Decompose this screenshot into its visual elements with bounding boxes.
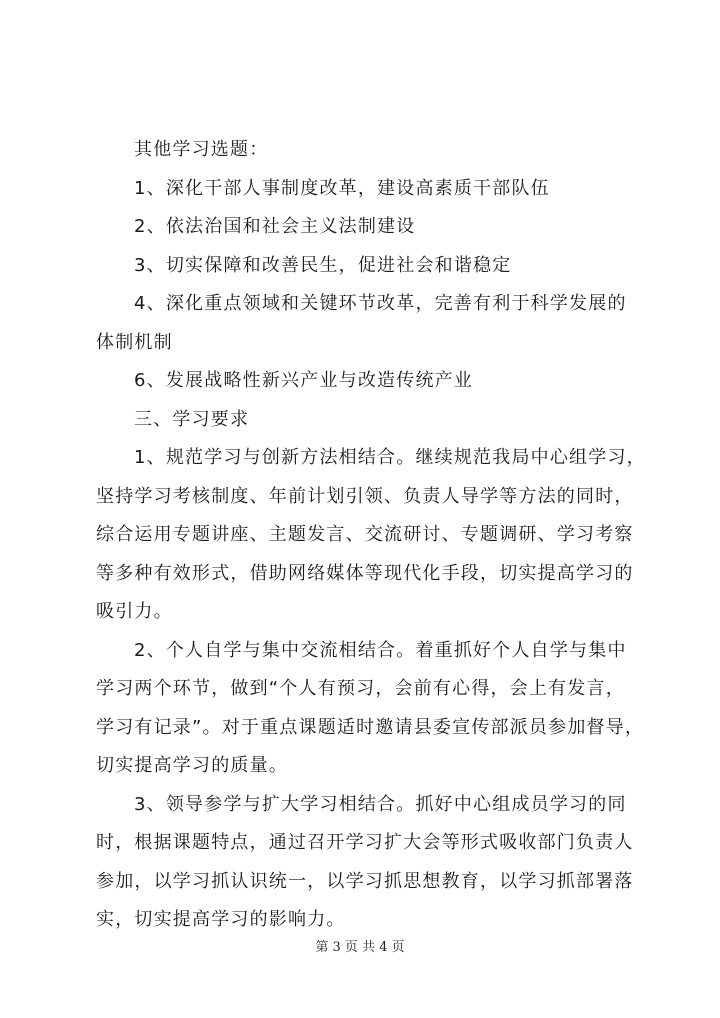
text-line: 等多种有效形式，借助网络媒体等现代化手段，切实提高学习的: [96, 562, 634, 584]
text-line: 其他学习选题：: [134, 139, 269, 160]
text-line: 6、发展战略性新兴产业与改造传统产业: [134, 370, 474, 391]
text-line: 坚持学习考核制度、年前计划引领、负责人导学等方法的同时，: [96, 485, 634, 507]
text-line: 3、领导参学与扩大学习相结合。抓好中心组成员学习的同: [134, 793, 627, 815]
text-line: 3、切实保障和改善民生，促进社会和谐稳定: [134, 254, 512, 276]
text-line: 参加，以学习抓认识统一，以学习抓思想教育，以学习抓部署落: [96, 870, 634, 892]
document-body: [96, 131, 644, 940]
text-line: 2、个人自学与集中交流相结合。着重抓好个人自学与集中: [134, 639, 627, 661]
text-line: 实，切实提高学习的影响力。: [96, 909, 346, 930]
text-line: 体制机制: [96, 331, 173, 353]
text-line: 综合运用专题讲座、主题发言、交流研讨、专题调研、学习考察: [96, 524, 634, 545]
text-line: 三、学习要求: [134, 408, 250, 430]
text-line: 1、深化干部人事制度改革，建设高素质干部队伍: [134, 177, 550, 199]
text-line: 吸引力。: [96, 601, 173, 622]
text-line: 学习两个环节，做到“个人有预习，会前有心得，会上有发言，: [96, 678, 625, 699]
text-line: 时，根据课题特点，通过召开学习扩大会等形式吸收部门负责人: [96, 832, 634, 853]
text-line: 1、规范学习与创新方法相结合。继续规范我局中心组学习，: [134, 447, 646, 468]
text-line: 2、依法治国和社会主义法制建设: [134, 216, 416, 237]
text-line: 切实提高学习的质量。: [96, 755, 288, 776]
text-line: 4、深化重点领域和关键环节改革，完善有利于科学发展的: [134, 293, 627, 314]
page-footer: 第 3 页 共 4 页: [315, 940, 405, 955]
text-line: 学习有记录”。对于重点课题适时邀请县委宣传部派员参加督导，: [96, 716, 645, 738]
